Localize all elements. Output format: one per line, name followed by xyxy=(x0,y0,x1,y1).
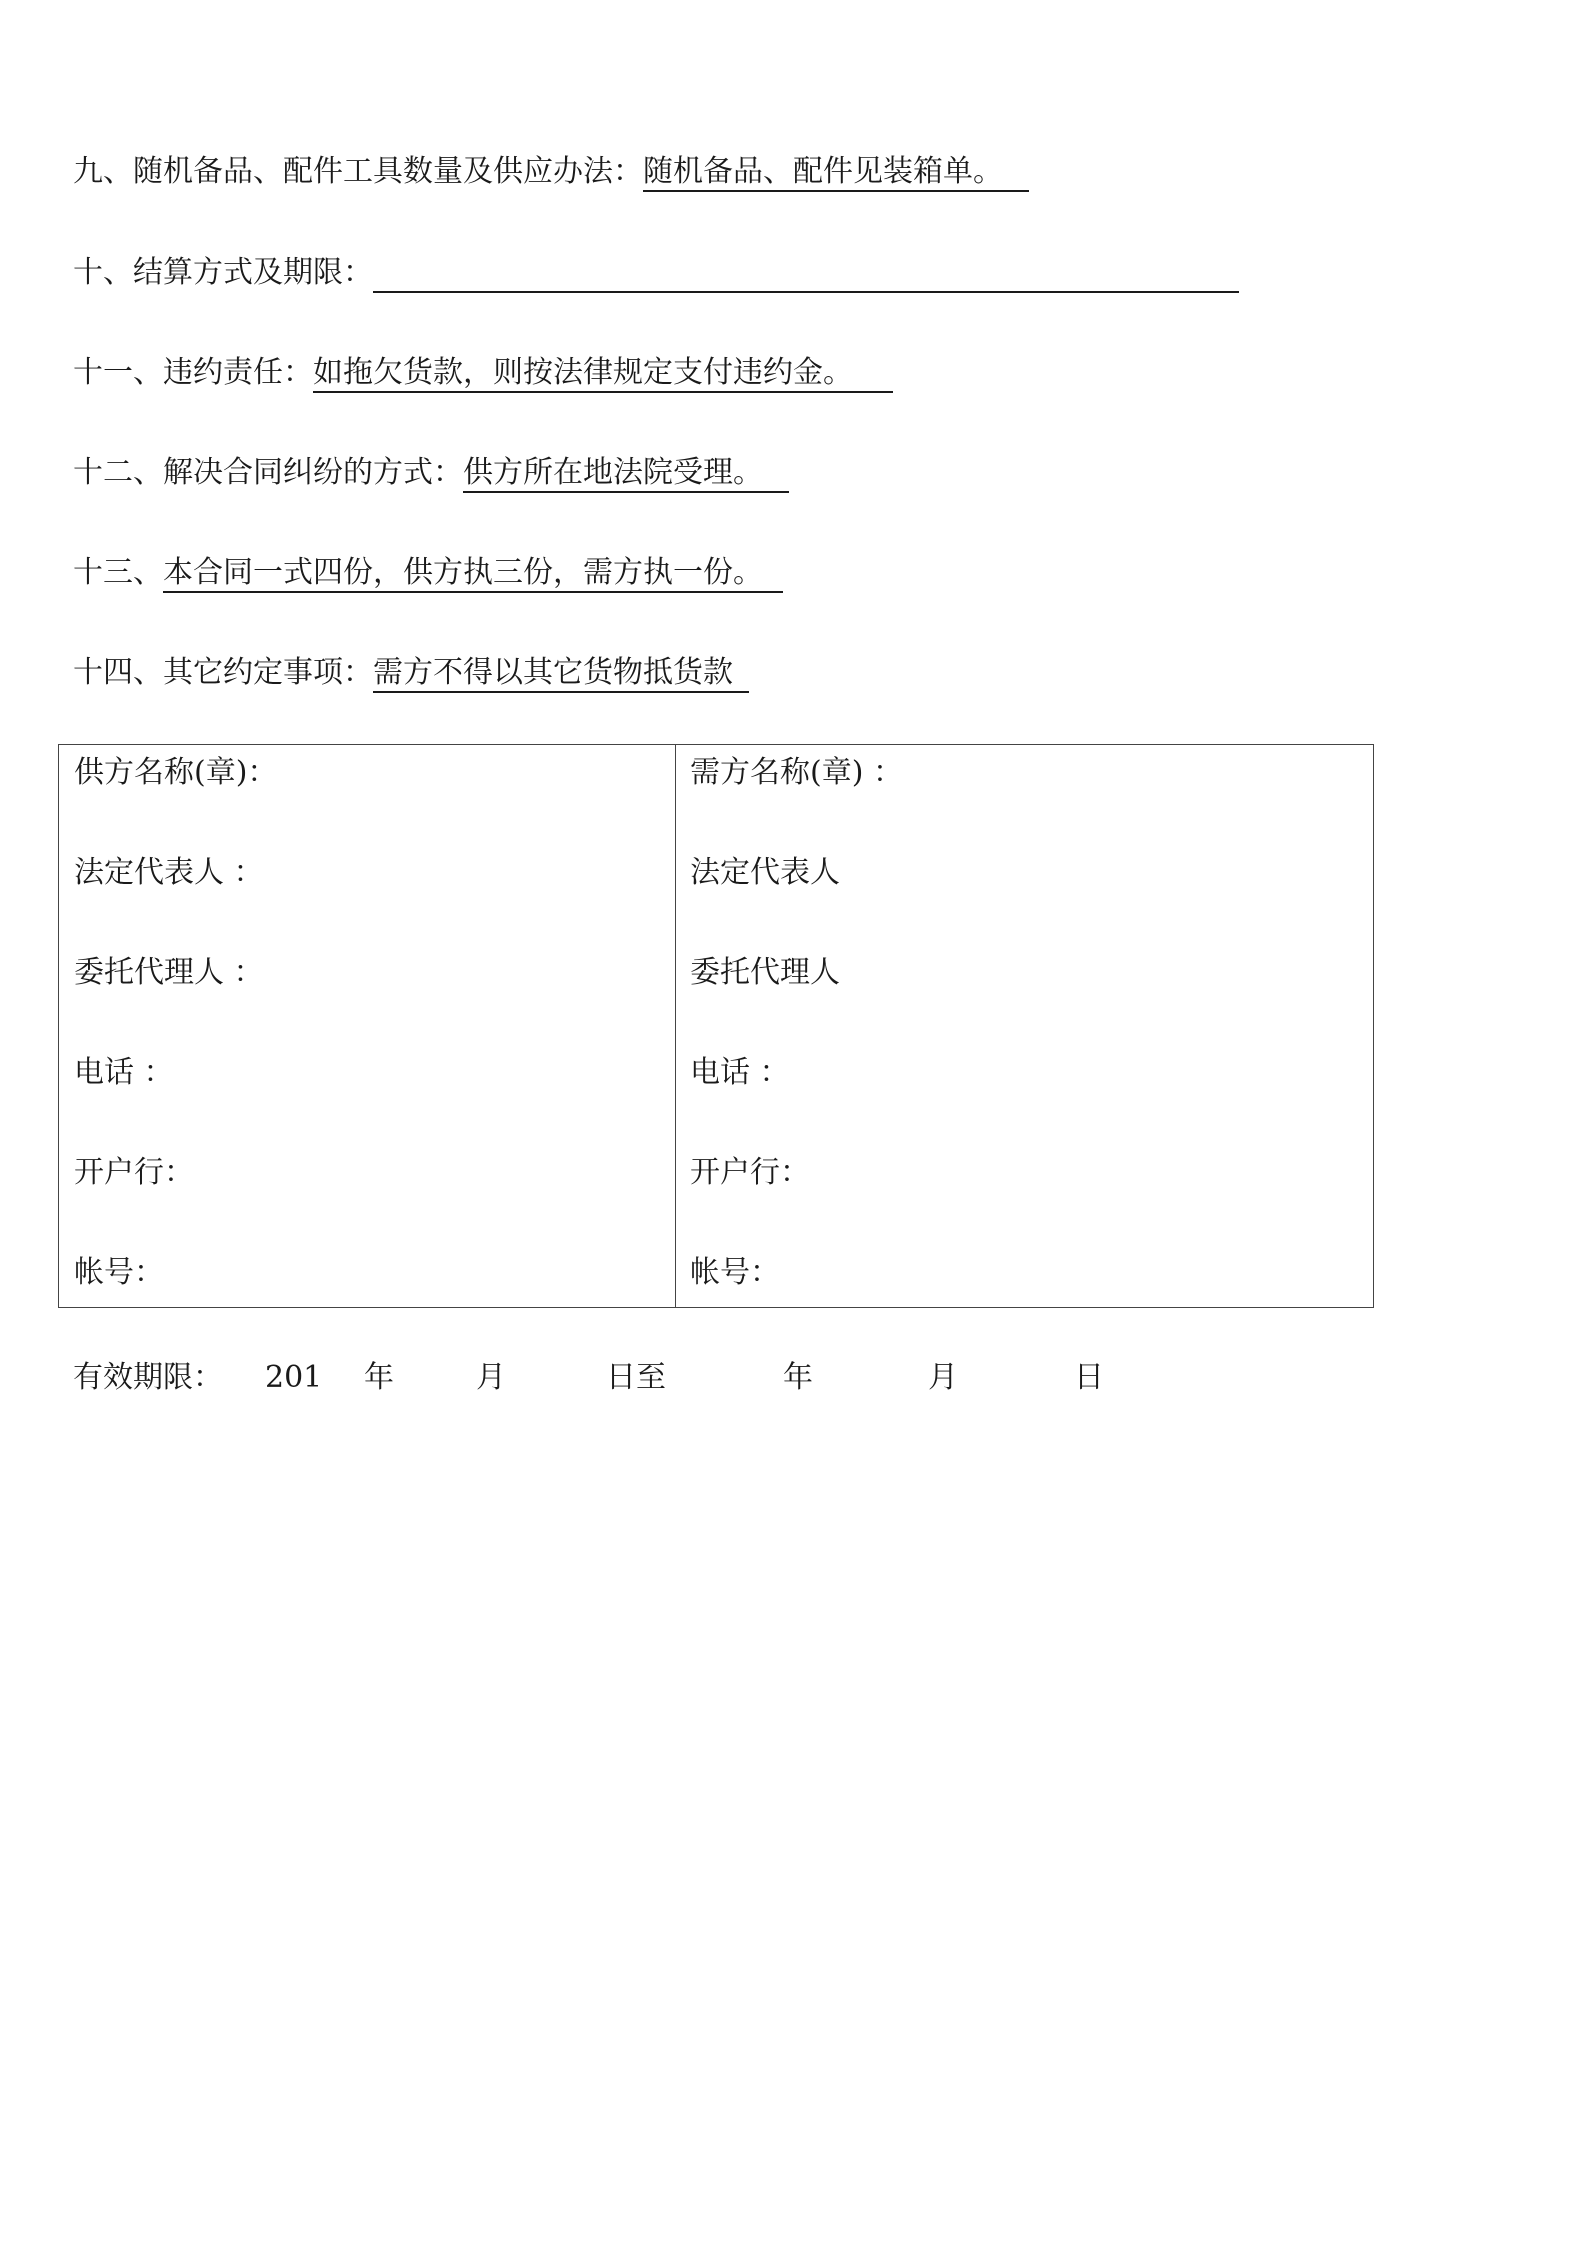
supplier-name-field: 供方名称(章)： xyxy=(74,755,278,790)
clause-13-label: 十三、 xyxy=(73,555,163,590)
clause-12 xyxy=(73,453,789,493)
buyer-phone-field: 电话 ： xyxy=(690,1055,790,1090)
clause-14 xyxy=(73,653,749,693)
buyer-agent-field: 委托代理人 xyxy=(690,955,840,990)
validity-day-to: 日至 xyxy=(606,1360,666,1395)
clause-10-label: 十、结算方式及期限： xyxy=(73,255,373,290)
clause-13 xyxy=(73,553,783,593)
validity-year-end: 年 xyxy=(783,1360,813,1395)
clause-9 xyxy=(73,152,1029,192)
clause-14-label: 十四、其它约定事项： xyxy=(73,655,373,690)
clause-9-value: 随机备品、配件见装箱单。 xyxy=(643,154,1029,192)
clause-11-value: 如拖欠货款，则按法律规定支付违约金。 xyxy=(313,355,893,393)
supplier-legal-rep-field: 法定代表人 ： xyxy=(74,855,264,890)
supplier-bank-field: 开户行： xyxy=(74,1155,194,1190)
supplier-agent-field: 委托代理人 ： xyxy=(74,955,264,990)
buyer-bank-field: 开户行： xyxy=(690,1155,810,1190)
buyer-name-field: 需方名称(章) ： xyxy=(690,755,903,790)
validity-day-end: 日 xyxy=(1074,1360,1104,1395)
supplier-account-field: 帐号： xyxy=(74,1255,164,1290)
buyer-column xyxy=(676,745,1373,1307)
signature-table xyxy=(58,744,1374,1308)
clause-13-value: 本合同一式四份，供方执三份，需方执一份。 xyxy=(163,555,783,593)
clause-14-value: 需方不得以其它货物抵货款 xyxy=(373,655,749,693)
clause-11 xyxy=(73,353,893,393)
clause-10-blank xyxy=(373,255,1239,293)
validity-year: 年 xyxy=(364,1360,394,1395)
clause-10 xyxy=(73,253,1239,293)
clause-9-label: 九、随机备品、配件工具数量及供应办法： xyxy=(73,154,643,189)
supplier-phone-field: 电话 ： xyxy=(74,1055,174,1090)
clause-11-label: 十一、违约责任： xyxy=(73,355,313,390)
clause-12-value: 供方所在地法院受理。 xyxy=(463,455,789,493)
clause-12-label: 十二、解决合同纠纷的方式： xyxy=(73,455,463,490)
validity-month-end: 月 xyxy=(928,1360,958,1395)
validity-label: 有效期限： xyxy=(73,1360,223,1395)
validity-year-prefix: 201 xyxy=(265,1360,323,1395)
buyer-legal-rep-field: 法定代表人 xyxy=(690,855,840,890)
validity-month: 月 xyxy=(476,1360,506,1395)
supplier-column xyxy=(59,745,676,1307)
buyer-account-field: 帐号： xyxy=(690,1255,780,1290)
